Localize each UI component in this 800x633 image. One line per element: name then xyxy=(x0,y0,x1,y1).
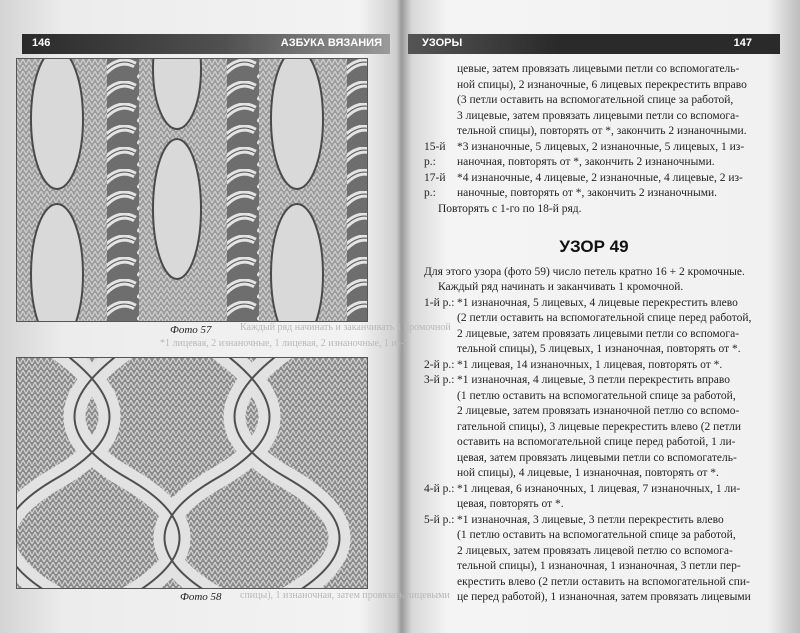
photo-58-caption: Фото 58 xyxy=(180,591,222,603)
text-line: *1 изнаночная, 3 лицевые, 3 петли перекрестить влево xyxy=(457,513,724,526)
text-line: 3 лицевые, затем провязать лицевыми петли со вспомога- xyxy=(457,109,740,122)
text-line: (3 петли оставить на вспомогательной спице за работой, xyxy=(457,94,734,106)
right-page xyxy=(402,0,800,633)
row-4 xyxy=(424,482,764,513)
repeat-note: Повторять с 1-го по 18-й ряд. xyxy=(438,202,582,215)
text-line: *3 изнаночные, 5 лицевых, 2 изнаночные, 5 лицевых, 1 из- xyxy=(457,140,745,153)
right-page-number: 147 xyxy=(733,37,752,49)
text-line: *4 изнаночные, 4 лицевые, 2 изнаночные, 4 лицевые, 2 из- xyxy=(457,171,743,184)
row-label: 1-й р.: xyxy=(424,296,455,309)
left-running-title: АЗБУКА ВЯЗАНИЯ xyxy=(280,37,382,49)
row-label: 4-й р.: xyxy=(424,482,455,495)
photo-57 xyxy=(16,58,368,322)
row-label: 2-й р.: xyxy=(424,358,455,371)
row-label: 17-й р.: xyxy=(424,171,446,199)
text-line: Для этого узора (фото 59) число петель кратно 16 + 2 кромочные. xyxy=(424,265,745,278)
text-line: *1 изнаночная, 5 лицевых, 4 лицевые перекрестить влево xyxy=(457,296,738,309)
text-line: тельной спицы), повторять от *, закончить 2 изнаночными. xyxy=(457,125,747,137)
row-label: 15-й р.: xyxy=(424,140,446,168)
text-line: наночные, повторять от *, закончить 2 изнаночными. xyxy=(457,187,718,199)
continued-text xyxy=(424,62,764,140)
photo-58 xyxy=(16,357,368,589)
row-1 xyxy=(424,296,764,358)
right-running-title: УЗОРЫ xyxy=(422,37,463,49)
right-page-body xyxy=(424,62,764,606)
row-5 xyxy=(424,513,764,606)
text-line: екрестить влево (2 петли оставить на вспомогательной спи- xyxy=(457,575,750,588)
text-line: 2 лицевые, затем провязать лицевыми петли со вспомога- xyxy=(457,327,740,340)
text-line: цевая, затем провязать лицевыми петли со вспомогатель- xyxy=(457,451,737,464)
row-17 xyxy=(424,171,764,202)
text-line: 2 лицевых, затем провязать лицевой петлю со вспомога- xyxy=(457,544,733,557)
text-line: *1 лицевая, 6 изнаночных, 1 лицевая, 7 изнаночных, 1 ли- xyxy=(457,482,741,495)
text-line: тельной спицы), 5 лицевых, 1 изнаночная, повторять от *. xyxy=(457,343,741,355)
photo-57-caption: Фото 57 xyxy=(170,324,212,336)
left-running-header xyxy=(22,34,390,54)
text-line: 2 лицевые, затем провязать изнаночной петлю со вспомо- xyxy=(457,405,740,417)
row-label: 5-й р.: xyxy=(424,513,455,526)
bleed-through-text-c: спицы), 1 изнаночная, затем провязать лицевыми xyxy=(240,590,450,601)
text-line: *1 лицевая, 14 изнаночных, 1 лицевая, повторять от *. xyxy=(457,358,723,371)
intro xyxy=(424,265,764,296)
bleed-through-text-a: Каждый ряд начинать и заканчивать 1 кромочной xyxy=(240,322,451,333)
text-line: Каждый ряд начинать и заканчивать 1 кромочной. xyxy=(438,281,684,293)
text-line: тельной спицы), 1 изнаночная, 1 изнаночная, 3 петли пер- xyxy=(457,560,741,572)
text-line: (1 петлю оставить на вспомогательной спице за работой, xyxy=(457,529,736,541)
row-2 xyxy=(424,358,764,374)
text-line: ной спицы), 2 изнаночные, 6 лицевых перекрестить вправо xyxy=(457,78,747,91)
text-line: гательной спицы), 3 лицевые перекрестить влево (2 петли xyxy=(457,420,742,433)
text-line: це перед работой), 1 изнаночная, затем провязать лицевыми xyxy=(457,591,751,603)
right-running-header xyxy=(408,34,780,54)
text-line: наночная, повторять от *, закончить 2 изнаночными. xyxy=(457,156,715,168)
row-15 xyxy=(424,140,764,171)
section-title: УЗОР 49 xyxy=(559,237,629,256)
text-line: цевая, повторять от *. xyxy=(457,498,564,510)
text-line: цевые, затем провязать лицевыми петли со вспомогатель- xyxy=(457,63,740,75)
text-line: оставить на вспомогательной спице перед работой, 1 ли- xyxy=(457,436,736,448)
text-line: *1 изнаночная, 4 лицевые, 3 петли перекрестить вправо xyxy=(457,374,731,386)
row-3 xyxy=(424,373,764,482)
text-line: (1 петлю оставить на вспомогательной спице за работой, xyxy=(457,389,736,402)
text-line: (2 петли оставить на вспомогательной спице перед работой, xyxy=(457,312,752,324)
left-page-number: 146 xyxy=(32,37,51,49)
text-line: ной спицы), 4 лицевые, 1 изнаночная, повторять от *. xyxy=(457,467,719,479)
bleed-through-text-b: *1 лицевая, 2 изнаночные, 1 лицевая, 2 изнаночные, 1 из- xyxy=(160,338,405,349)
row-label: 3-й р.: xyxy=(424,374,455,386)
